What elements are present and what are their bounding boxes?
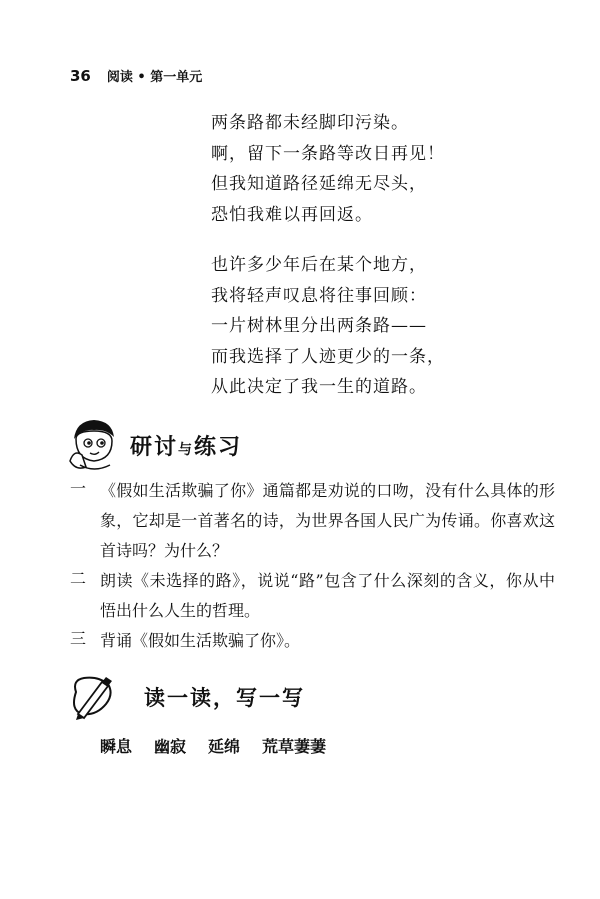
study-section-heading xyxy=(64,417,242,473)
page-header xyxy=(70,66,202,85)
exercise-item xyxy=(70,566,555,626)
poem-line: 我将轻声叹息将往事回顾： xyxy=(211,285,427,306)
exercise-number: 一 xyxy=(70,479,87,498)
title-part-a: 研讨 xyxy=(130,434,179,460)
study-section-title xyxy=(130,430,242,461)
poem-line: 一片树林里分出两条路—— xyxy=(211,316,427,336)
page-number: 36 xyxy=(70,67,91,85)
exercise-number: 二 xyxy=(70,569,87,588)
poem-line: 恐怕我难以再回返。 xyxy=(211,204,373,225)
read-write-heading xyxy=(68,674,305,720)
exercise-list xyxy=(70,476,555,656)
title-part-c: 练习 xyxy=(194,434,243,460)
poem-line: 啊，留下一条路等改日再见！ xyxy=(211,143,445,164)
header-section: 阅读 • 第一单元 xyxy=(106,70,203,85)
title-part-b: 与 xyxy=(178,441,195,458)
vocab-word: 荒草萋萋 xyxy=(262,737,327,756)
exercise-text: 背诵《假如生活欺骗了你》。 xyxy=(100,631,301,650)
poem xyxy=(211,108,445,403)
poem-line: 也许多少年后在某个地方， xyxy=(211,255,427,275)
exercise-text: 朗读《未选择的路》，说说“路”包含了什么深刻的含义，你从中悟出什么人生的哲理。 xyxy=(100,571,555,620)
vocabulary-list xyxy=(100,734,348,757)
exercise-number: 三 xyxy=(70,629,87,648)
vocab-word: 瞬息 xyxy=(100,737,133,756)
vocab-word: 幽寂 xyxy=(154,737,187,756)
poem-line: 两条路都未经脚印污染。 xyxy=(211,113,409,133)
poem-line: 但我知道路径延绵无尽头， xyxy=(211,174,427,194)
exercise-text: 《假如生活欺骗了你》通篇都是劝说的口吻，没有什么具体的形象，它却是一首著名的诗，为世界各国人民广为传诵。你喜欢这首诗吗？为什么？ xyxy=(100,481,555,560)
exercise-item xyxy=(70,476,555,566)
poem-line: 而我选择了人迹更少的一条， xyxy=(211,346,445,367)
exercise-item xyxy=(70,626,555,656)
pencil-icon xyxy=(68,674,114,720)
poem-line: 从此决定了我一生的道路。 xyxy=(211,377,427,397)
vocab-word: 延绵 xyxy=(208,737,241,756)
thinking-boy-icon xyxy=(64,417,124,473)
read-write-title: 读一读，写一写 xyxy=(144,686,305,710)
